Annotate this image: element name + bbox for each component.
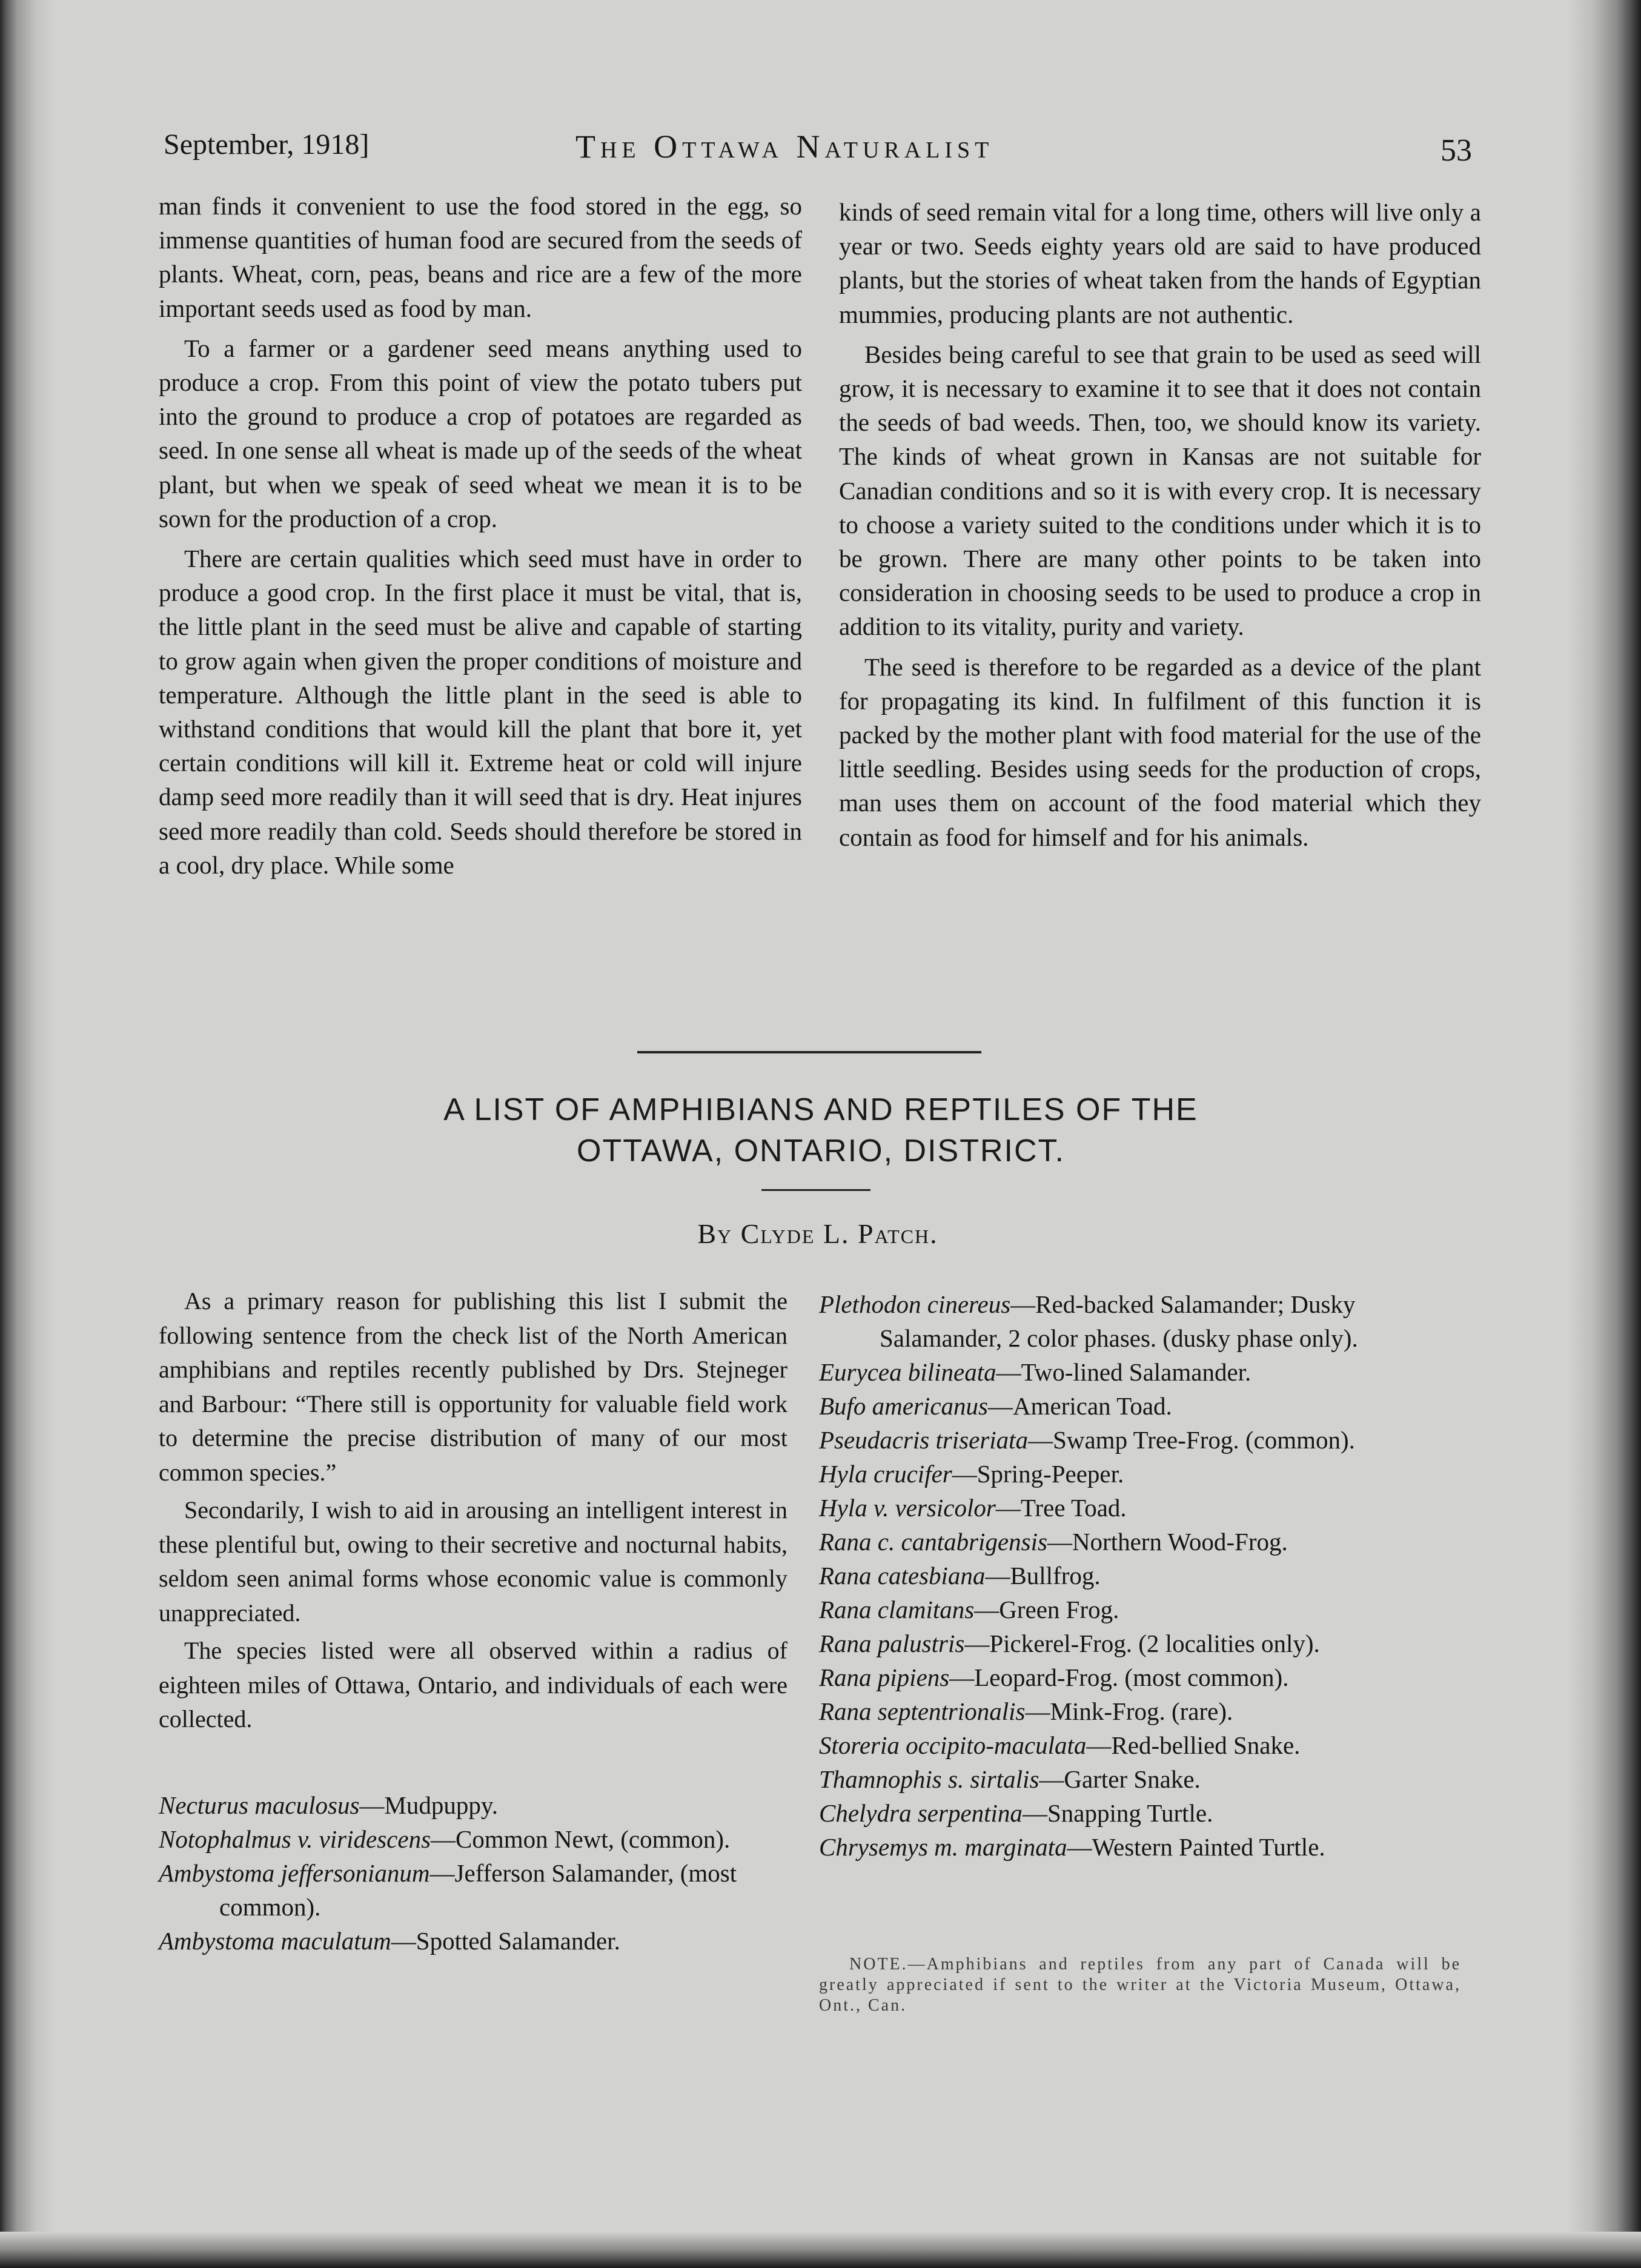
section-divider bbox=[637, 1051, 981, 1053]
scientific-name: Thamnophis s. sirtalis bbox=[819, 1765, 1039, 1793]
species-entry bbox=[819, 1355, 1482, 1389]
common-name: Snapping Turtle. bbox=[1047, 1799, 1213, 1827]
scientific-name: Chelydra serpentina bbox=[819, 1799, 1023, 1827]
scientific-name: Storeria occipito-maculata bbox=[819, 1731, 1087, 1759]
dash: — bbox=[964, 1630, 990, 1657]
species-entry bbox=[819, 1559, 1482, 1593]
dash: — bbox=[1039, 1765, 1064, 1793]
species-entry bbox=[819, 1796, 1482, 1830]
dash: — bbox=[974, 1596, 1000, 1623]
page-number: 53 bbox=[1440, 133, 1472, 168]
paragraph: The species listed were all observed within a radius of eighteen miles of Ottawa, Ontario, and individuals of each were collected. bbox=[159, 1637, 787, 1732]
dash: — bbox=[995, 1494, 1021, 1522]
common-name: Mink-Frog. (rare). bbox=[1050, 1697, 1233, 1725]
dash: — bbox=[988, 1392, 1013, 1420]
paragraph: Besides being careful to see that grain to be used as seed will grow, it is necessary to examine it to see that it does not contain the seeds of bad weeds. Then, too, we should know its variety. The kinds of wheat grown in Kansas are not suitable for Canadian conditions and so it is with every crop. It is necessary to choose a variety suited to the conditions under which it is to be grown. There are many other points to be taken into consideration in choosing seeds to be used to produce a crop in addition to its vitality, purity and variety. bbox=[839, 340, 1481, 641]
scan-shadow-right bbox=[1568, 0, 1641, 2268]
species-entry bbox=[159, 1822, 789, 1856]
common-name: Red-backed Salamander; Dusky Salamander, 2 color phases. (dusky phase only). bbox=[880, 1290, 1358, 1352]
title-rule bbox=[761, 1189, 870, 1191]
common-name: Mudpuppy. bbox=[384, 1791, 498, 1819]
common-name: American Toad. bbox=[1013, 1392, 1172, 1420]
scientific-name: Bufo americanus bbox=[819, 1392, 988, 1420]
scientific-name: Eurycea bilineata bbox=[819, 1358, 996, 1386]
common-name: Garter Snake. bbox=[1064, 1765, 1201, 1793]
paragraph: As a primary reason for publishing this list I submit the following sentence from the check list of the North American amphibians and reptiles recently published by Drs. Stejneger and Barbour: “There still is opportunity for valuable field work to determine the precise distribution of many of our most common species.” bbox=[159, 1287, 787, 1486]
scientific-name: Plethodon cinereus bbox=[819, 1290, 1011, 1318]
dash: — bbox=[359, 1791, 385, 1819]
species-entry bbox=[159, 1788, 789, 1822]
article-title-line-1: A LIST OF AMPHIBIANS AND REPTILES OF THE bbox=[443, 1092, 1198, 1127]
species-entry bbox=[819, 1660, 1482, 1694]
scientific-name: Hyla crucifer bbox=[819, 1460, 952, 1488]
scan-shadow-left bbox=[0, 0, 55, 2268]
scientific-name: Notophalmus v. viridescens bbox=[159, 1825, 431, 1853]
common-name: Pickerel-Frog. (2 localities only). bbox=[989, 1630, 1320, 1657]
upper-left-column bbox=[159, 189, 802, 888]
scientific-name: Ambystoma maculatum bbox=[159, 1927, 391, 1955]
issue-date: September, 1918] bbox=[164, 128, 370, 161]
dash: — bbox=[952, 1460, 977, 1488]
dash: — bbox=[1010, 1290, 1036, 1318]
scientific-name: Rana catesbiana bbox=[819, 1562, 986, 1590]
species-entry bbox=[819, 1457, 1482, 1491]
dash: — bbox=[985, 1562, 1010, 1590]
dash: — bbox=[431, 1825, 456, 1853]
common-name: Red-bellied Snake. bbox=[1111, 1731, 1301, 1759]
species-entry bbox=[159, 1856, 789, 1924]
species-entry bbox=[819, 1626, 1482, 1660]
common-name: Green Frog. bbox=[999, 1596, 1119, 1623]
paragraph: The seed is therefore to be regarded as a device of the plant for propagating its kind. In fulfilment of this function it is packed by the mother plant with food material for the use of the little seedling. Besides using seeds for the production of crops, man uses them on account of the food material which they contain as food for himself and for his animals. bbox=[839, 652, 1481, 851]
scientific-name: Rana palustris bbox=[819, 1630, 965, 1657]
species-entry bbox=[819, 1389, 1482, 1423]
common-name: Common Newt, (common). bbox=[456, 1825, 731, 1853]
species-entry bbox=[819, 1762, 1482, 1796]
scientific-name: Rana c. cantabrigensis bbox=[819, 1528, 1047, 1556]
dash: — bbox=[1067, 1833, 1092, 1861]
common-name: Northern Wood-Frog. bbox=[1072, 1528, 1288, 1556]
dash: — bbox=[949, 1663, 975, 1691]
common-name: Spotted Salamander. bbox=[416, 1927, 620, 1955]
species-entry bbox=[159, 1924, 789, 1958]
dash: — bbox=[391, 1927, 416, 1955]
common-name: Bullfrog. bbox=[1010, 1562, 1101, 1590]
dash: — bbox=[1047, 1528, 1072, 1556]
scientific-name: Rana pipiens bbox=[819, 1663, 950, 1691]
species-entry bbox=[819, 1593, 1482, 1626]
article-byline: By Clyde L. Patch. bbox=[697, 1218, 938, 1249]
species-list-right bbox=[819, 1287, 1482, 1864]
scientific-name: Rana clamitans bbox=[819, 1596, 975, 1623]
paragraph: Secondarily, I wish to aid in arousing an intelligent interest in these plentiful but, owing to their secretive and nocturnal habits, seldom seen animal forms whose economic value is commonly unappreciated. bbox=[159, 1496, 787, 1626]
dash: — bbox=[1025, 1697, 1050, 1725]
footnote: NOTE.—Amphibians and reptiles from any part of Canada will be greatly appreciated if sent to the writer at the Victoria Museum, Ottawa, Ont., Can. bbox=[819, 1955, 1461, 2015]
scientific-name: Rana septentrionalis bbox=[819, 1697, 1026, 1725]
journal-title: The Ottawa Naturalist bbox=[575, 128, 994, 165]
common-name: Two-lined Salamander. bbox=[1021, 1358, 1251, 1386]
common-name: Tree Toad. bbox=[1020, 1494, 1127, 1522]
running-head bbox=[164, 124, 1472, 173]
species-entry bbox=[819, 1525, 1482, 1559]
scan-shadow-bottom bbox=[0, 2232, 1641, 2268]
common-name: Swamp Tree-Frog. (common). bbox=[1053, 1426, 1355, 1454]
species-entry bbox=[819, 1287, 1482, 1355]
species-entry bbox=[819, 1694, 1482, 1728]
scientific-name: Hyla v. versicolor bbox=[819, 1494, 996, 1522]
common-name: Spring-Peeper. bbox=[976, 1460, 1124, 1488]
common-name: Jefferson Salamander, (most common). bbox=[219, 1859, 737, 1921]
upper-right-column bbox=[839, 195, 1481, 860]
common-name: Leopard-Frog. (most common). bbox=[974, 1663, 1289, 1691]
dash: — bbox=[1086, 1731, 1112, 1759]
species-entry bbox=[819, 1491, 1482, 1525]
paragraph: There are certain qualities which seed must have in order to produce a good crop. In the first place it must be vital, that is, the little plant in the seed must be alive and capable of starting to grow again when given the proper conditions of moisture and temperature. Although the little plant in the seed is able to withstand conditions that would kill the plant that bore it, yet certain conditions will kill it. Extreme heat or cold will injure damp seed more readily than it will seed that is dry. Heat injures seed more readily than cold. Seeds should therefore be stored in a cool, dry place. While some bbox=[159, 545, 802, 879]
paragraph: kinds of seed remain vital for a long time, others will live only a year or two. Seeds eighty years old are said to have produced plants, but the stories of wheat taken from the hands of Egyptian mummies, producing plants are not authentic. bbox=[839, 198, 1481, 328]
paragraph: To a farmer or a gardener seed means anything used to produce a crop. From this point of view the potato tubers put into the ground to produce a crop of potatoes are regarded as seed. In one sense all wheat is made up of the seeds of the wheat plant, but when we speak of seed wheat we mean it is to be sown for the production of a crop. bbox=[159, 334, 802, 532]
dash: — bbox=[1022, 1799, 1047, 1827]
article-title-line-2: OTTAWA, ONTARIO, DISTRICT. bbox=[577, 1133, 1065, 1169]
common-name: Western Painted Turtle. bbox=[1092, 1833, 1325, 1861]
species-entry bbox=[819, 1728, 1482, 1762]
scientific-name: Pseudacris triseriata bbox=[819, 1426, 1029, 1454]
species-entry bbox=[819, 1830, 1482, 1864]
species-entry bbox=[819, 1423, 1482, 1457]
paragraph: man finds it convenient to use the food stored in the egg, so immense quantities of human food are secured from the seeds of plants. Wheat, corn, peas, beans and rice are a few of the more important seeds used as food by man. bbox=[159, 192, 802, 322]
dash: — bbox=[1028, 1426, 1053, 1454]
species-list-left bbox=[159, 1788, 789, 1958]
intro-column bbox=[159, 1284, 787, 1740]
scientific-name: Chrysemys m. marginata bbox=[819, 1833, 1067, 1861]
dash: — bbox=[429, 1859, 455, 1887]
dash: — bbox=[996, 1358, 1021, 1386]
scientific-name: Necturus maculosus bbox=[159, 1791, 360, 1819]
scientific-name: Ambystoma jeffersonianum bbox=[159, 1859, 430, 1887]
